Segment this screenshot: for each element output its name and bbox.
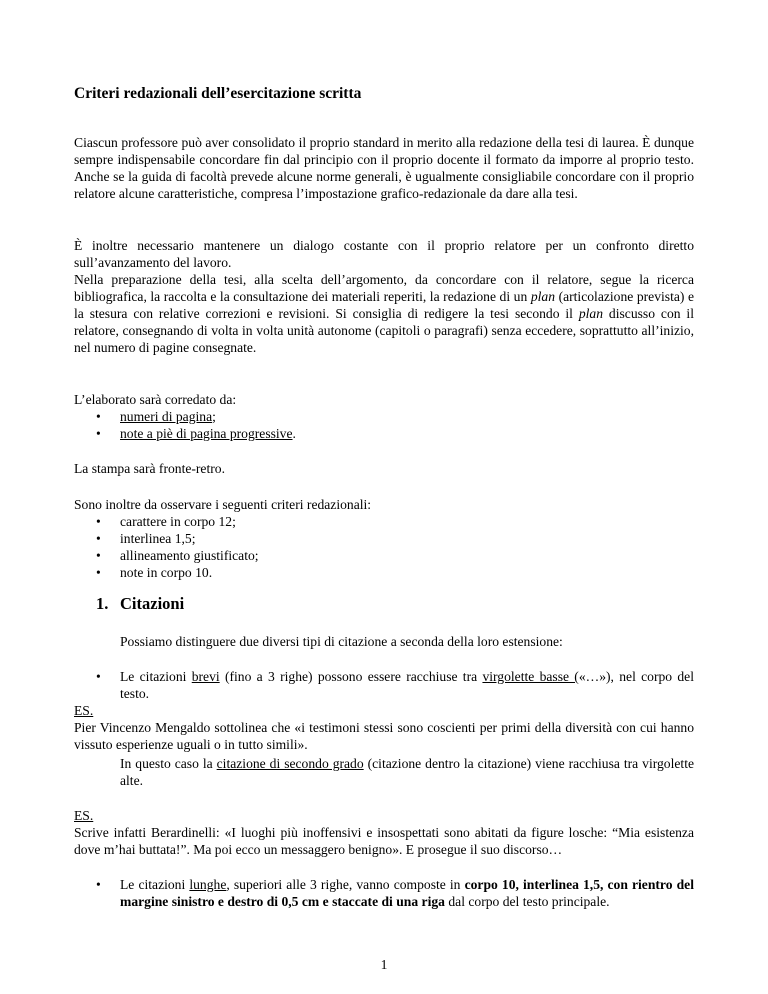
elaborato-intro: L’elaborato sarà corredato da: <box>74 392 237 407</box>
page-title: Criteri redazionali dell’esercitazione scritta <box>74 85 362 102</box>
section-heading <box>96 595 184 612</box>
brevi-block <box>74 668 694 753</box>
list-item: • note a piè di pagina progressive. <box>96 425 694 442</box>
list-item: • carattere in corpo 12; <box>96 513 694 530</box>
section-number: 1. <box>96 594 109 613</box>
secondo-grado-paragraph: In questo caso la citazione di secondo grado (citazione dentro la citazione) viene racchiusa tra virgolette alte. <box>120 756 695 788</box>
distinguere-paragraph: Possiamo distinguere due diversi tipi di citazione a seconda della loro estensione: <box>120 634 563 649</box>
elaborato-block <box>74 391 694 442</box>
prep-paragraph: Nella preparazione della tesi, alla scelta dell’argomento, da concordare con il relatore, segue la ricerca bibliografica, la raccolta e la consultazione dei materiali reperiti, la redazione di un plan (articolazione prevista) e la stesura con relative correzioni e revisioni. Si consiglia di redigere la tesi secondo il plan discusso con il relatore, consegnando di volta in volta unità autonome (capitoli o paragrafi) senza eccedere, soprattutto all’inizio, nel numero di pagine consegnate. <box>74 272 694 355</box>
list-item: • note in corpo 10. <box>96 564 694 581</box>
example-text: Scrive infatti Berardinelli: «I luoghi più inoffensivi e insospettati sono abitati da figure losche: “Mia esistenza dove m’hai buttata!”. Ma poi ecco un messaggero benigno». E prosegue il suo discorso… <box>74 825 694 857</box>
dialogue-paragraph: È inoltre necessario mantenere un dialogo costante con il proprio relatore per un confronto diretto sull’avanzamento del lavoro. <box>74 238 694 270</box>
example-2-block <box>74 807 694 858</box>
criteri-block <box>74 496 694 581</box>
list-item: • Le citazioni brevi (fino a 3 righe) possono essere racchiuse tra virgolette basse («…»), nel corpo del testo. <box>96 668 694 702</box>
stampa-paragraph: La stampa sarà fronte-retro. <box>74 461 225 476</box>
list-item: • allineamento giustificato; <box>96 547 694 564</box>
example-text: Pier Vincenzo Mengaldo sottolinea che «i testimoni stessi sono coscienti per primi della diversità con cui hanno vissuto esperienze uguali o in tutto simili». <box>74 720 694 752</box>
intro-paragraph: Ciascun professore può aver consolidato il proprio standard in merito alla redazione della tesi di laurea. È dunque sempre indispensabile concordare fin dal principio con il proprio docente il formato da imporre al proprio testo. Anche se la guida di facoltà prevede alcune norme generali, è ugualmente consigliabile concordare con il proprio relatore alcune caratteristiche, compresa l’impostazione grafico-redazionale da dare alla tesi. <box>74 135 694 201</box>
list-item: • numeri di pagina; <box>96 408 694 425</box>
plan-term: plan <box>578 306 604 321</box>
criteri-intro: Sono inoltre da osservare i seguenti criteri redazionali: <box>74 497 372 512</box>
criteri-list <box>74 513 694 581</box>
section-title: Citazioni <box>120 594 185 613</box>
plan-term: plan <box>530 289 556 304</box>
example-label: ES. <box>74 808 94 823</box>
elaborato-list <box>74 408 694 442</box>
page-number: 1 <box>380 957 388 972</box>
list-item: • Le citazioni lunghe, superiori alle 3 righe, vanno composte in corpo 10, interlinea 1,5, con rientro del margine sinistro e destro di 0,5 cm e staccate di una riga dal corpo del testo principale. <box>96 876 694 910</box>
lunghe-block <box>74 876 694 910</box>
list-item: • interlinea 1,5; <box>96 530 694 547</box>
prep-block <box>74 237 694 356</box>
example-label: ES. <box>74 703 94 718</box>
